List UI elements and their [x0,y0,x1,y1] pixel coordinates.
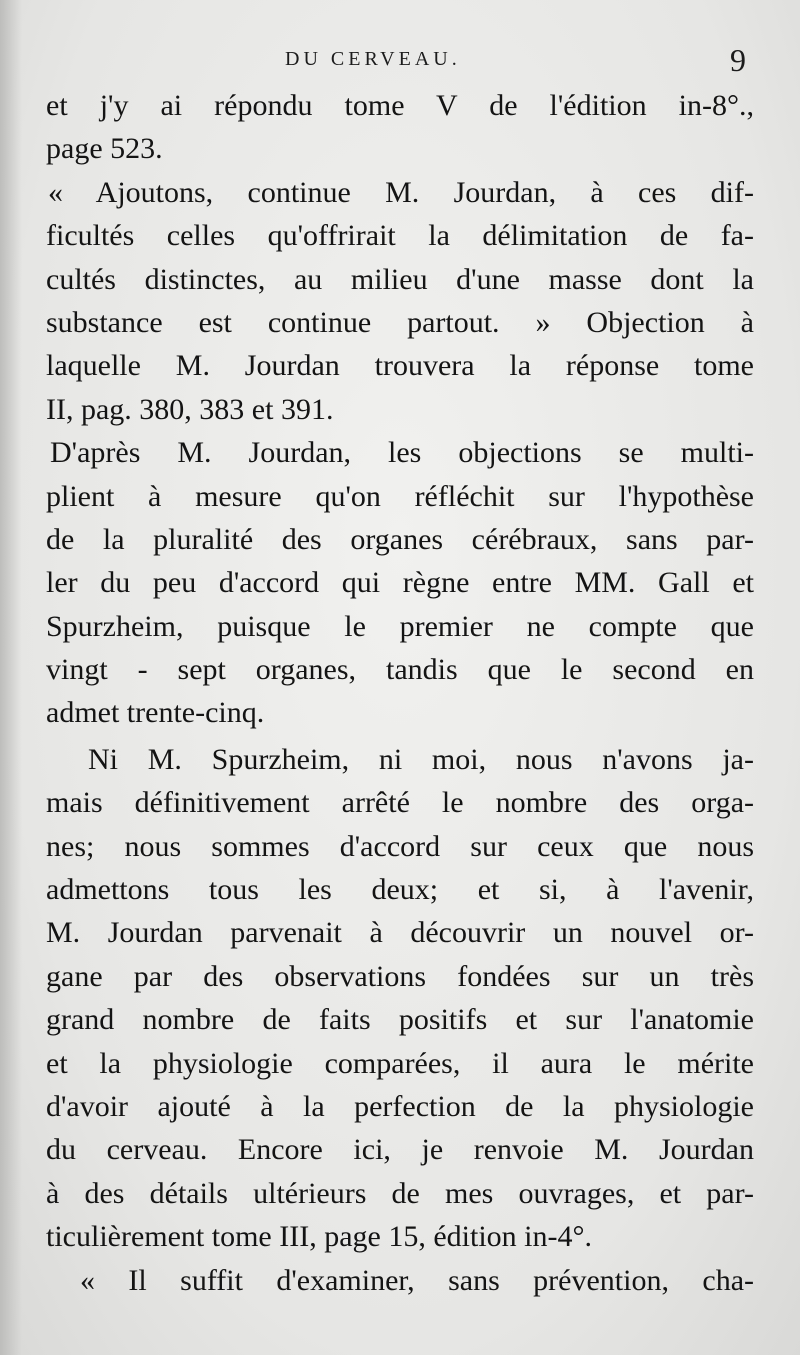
text-line: page 523. [46,132,163,166]
text-line: nes; nous sommes d'accord sur ceux que nous [46,829,754,863]
text-line: « Il suffit d'examiner, sans prévention, cha- [80,1263,754,1297]
text-line: et la physiologie comparées, il aura le mérite [46,1046,754,1080]
text-line: d'avoir ajouté à la perfection de la physiologie [46,1089,754,1123]
text-line: mais définitivement arrêté le nombre des orga- [46,786,754,820]
text-line: II, pag. 380, 383 et 391. [46,392,334,426]
running-head: DU CERVEAU. [285,48,461,70]
text-line: « Ajoutons, continue M. Jourdan, à ces dif- [48,175,754,209]
text-line: du cerveau. Encore ici, je renvoie M. Jourdan [46,1133,754,1167]
page-gutter-shadow [0,0,22,1355]
body-text [46,84,754,1302]
text-line: grand nombre de faits positifs et sur l'anatomie [46,1003,754,1037]
text-line: et j'y ai répondu tome V de l'édition in-8°., [46,89,754,122]
text-line: Ni M. Spurzheim, ni moi, nous n'avons ja- [88,742,754,776]
text-line: M. Jourdan parvenait à découvrir un nouvel or- [46,916,754,950]
page-header [0,44,800,84]
text-line: de la pluralité des organes cérébraux, sans par- [46,522,754,556]
text-line: D'après M. Jourdan, les objections se multi- [50,436,754,470]
text-line: ler du peu d'accord qui règne entre MM. Gall et [46,566,754,600]
text-line: plient à mesure qu'on réfléchit sur l'hypothèse [46,479,754,513]
text-line: admet trente-cinq. [46,696,265,730]
text-line: laquelle M. Jourdan trouvera la réponse tome [46,349,754,383]
text-line: Spurzheim, puisque le premier ne compte que [46,609,754,643]
page-number: 9 [730,42,746,78]
text-line: vingt - sept organes, tandis que le second en [46,653,754,687]
text-line: ticulièrement tome III, page 15, édition in-4°. [46,1220,592,1254]
text-line: gane par des observations fondées sur un très [46,959,754,993]
text-line: substance est continue partout. » Objection à [46,305,754,339]
text-line: admettons tous les deux; et si, à l'avenir, [46,873,754,907]
text-line: cultés distinctes, au milieu d'une masse dont la [46,262,754,296]
text-line: ficultés celles qu'offrirait la délimitation de fa- [46,219,754,253]
text-line: à des détails ultérieurs de mes ouvrages, et par- [46,1176,754,1210]
